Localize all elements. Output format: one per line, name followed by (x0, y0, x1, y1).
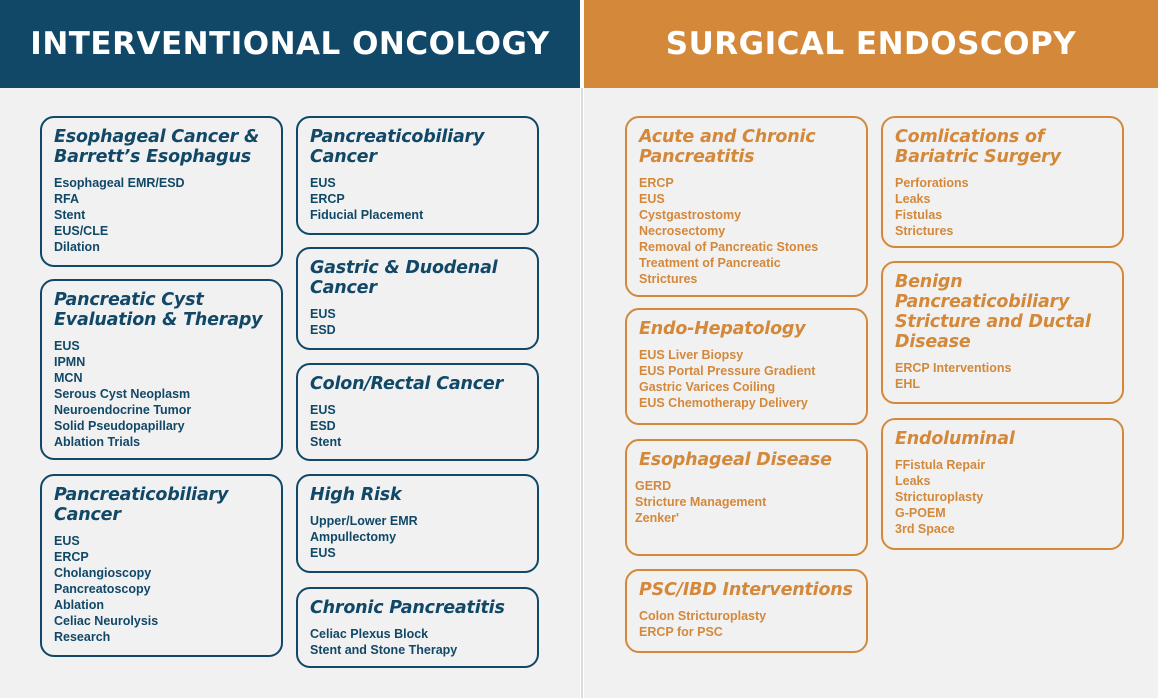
interventional-oncology-header: INTERVENTIONAL ONCOLOGY (0, 0, 580, 88)
card-list-item: ESD (310, 323, 336, 337)
card-list-item: Fiducial Placement (310, 208, 424, 222)
card-title: Chronic Pancreatitis (310, 598, 505, 618)
card-title: PSC/IBD Interventions (639, 580, 853, 600)
card-items (635, 478, 854, 526)
card-list-item: Zenker' (635, 511, 679, 525)
endo-hepatology-card (625, 308, 868, 425)
card-list-item: EUS (310, 403, 336, 417)
card-list-item: G-POEM (895, 506, 946, 520)
card-items (895, 175, 1110, 239)
card-list-item: ERCP (639, 176, 674, 190)
card-title: Benign Pancreaticobiliary Stricture and Ductal Disease (895, 272, 1091, 352)
card-items (639, 175, 854, 287)
card-items (310, 626, 525, 658)
card-list-item: Serous Cyst Neoplasm (54, 387, 191, 401)
pancreaticobiliary-cancer-card-2 (40, 474, 283, 657)
card-list-item: ERCP (310, 192, 345, 206)
endoluminal-card (881, 418, 1124, 550)
card-list-item: Leaks (895, 474, 931, 488)
card-list-item: EUS Liver Biopsy (639, 348, 744, 362)
card-list-item: Neuroendocrine Tumor (54, 403, 192, 417)
card-list-item: Stent (54, 208, 86, 222)
card-list-item: EUS Portal Pressure Gradient (639, 364, 816, 378)
card-list-item: EUS (639, 192, 665, 206)
card-list-item: Cystgastrostomy (639, 208, 742, 222)
card-list-item: Pancreatoscopy (54, 582, 151, 596)
card-list-item: Ablation (54, 598, 104, 612)
card-list-item: Gastric Varices Coiling (639, 380, 776, 394)
card-list-item: Strictures (639, 272, 698, 286)
card-list-item: Ampullectomy (310, 530, 397, 544)
card-list-item: Strictures (895, 224, 954, 238)
card-list-item: ESD (310, 419, 336, 433)
card-list-item: Colon Stricturoplasty (639, 609, 767, 623)
card-list-item: Esophageal EMR/ESD (54, 176, 185, 190)
gastric-duodenal-cancer-card (296, 247, 539, 350)
card-list-item: ERCP for PSC (639, 625, 723, 639)
card-title: Acute and Chronic Pancreatitis (639, 127, 816, 167)
card-items (54, 175, 269, 255)
card-list-item: Dilation (54, 240, 100, 254)
card-list-item: EUS (310, 546, 336, 560)
card-title: Endoluminal (895, 429, 1015, 449)
esophageal-disease-card (625, 439, 868, 556)
pancreaticobiliary-cancer-card-1 (296, 116, 539, 235)
card-list-item: Celiac Neurolysis (54, 614, 159, 628)
card-list-item: Stricture Management (635, 495, 767, 509)
card-items (54, 338, 269, 450)
card-title: Pancreaticobiliary Cancer (310, 127, 485, 167)
card-title: Colon/Rectal Cancer (310, 374, 504, 394)
card-list-item: Upper/Lower EMR (310, 514, 418, 528)
bariatric-complications-card (881, 116, 1124, 248)
high-risk-card (296, 474, 539, 573)
card-list-item: Stent and Stone Therapy (310, 643, 458, 657)
card-title: Esophageal Cancer & Barrett’s Esophagus (54, 127, 260, 167)
card-items (895, 360, 1110, 392)
card-list-item: ERCP (54, 550, 89, 564)
card-list-item: Celiac Plexus Block (310, 627, 429, 641)
card-list-item: Necrosectomy (639, 224, 726, 238)
surgical-endoscopy-header: SURGICAL ENDOSCOPY (584, 0, 1158, 88)
card-title: Pancreatic Cyst Evaluation & Therapy (54, 290, 263, 330)
card-items (310, 175, 525, 223)
card-title: Gastric & Duodenal Cancer (310, 258, 498, 298)
card-list-item: EUS (54, 534, 80, 548)
card-list-item: Removal of Pancreatic Stones (639, 240, 819, 254)
pancreatic-cyst-card (40, 279, 283, 460)
card-title: Endo-Hepatology (639, 319, 806, 339)
card-list-item: EHL (895, 377, 920, 391)
card-title: Pancreaticobiliary Cancer (54, 485, 229, 525)
card-list-item: EUS (310, 176, 336, 190)
card-list-item: EUS Chemotherapy Delivery (639, 396, 808, 410)
card-list-item: Stent (310, 435, 342, 449)
psc-ibd-interventions-card (625, 569, 868, 653)
card-items (310, 306, 525, 338)
card-items (310, 402, 525, 450)
card-list-item: FFistula Repair (895, 458, 986, 472)
card-title: High Risk (310, 485, 402, 505)
card-list-item: GERD (635, 479, 672, 493)
card-items (310, 513, 525, 561)
card-items (639, 347, 854, 411)
card-title: Comlications of Bariatric Surgery (895, 127, 1061, 167)
card-list-item: IPMN (54, 355, 86, 369)
section-divider-line (581, 88, 583, 698)
card-list-item: EUS (310, 307, 336, 321)
acute-chronic-pancreatitis-card (625, 116, 868, 297)
card-list-item: Fistulas (895, 208, 943, 222)
benign-stricture-card (881, 261, 1124, 404)
card-items (54, 533, 269, 645)
card-list-item: Cholangioscopy (54, 566, 152, 580)
card-items (639, 608, 854, 640)
card-list-item: Leaks (895, 192, 931, 206)
card-list-item: EUS (54, 339, 80, 353)
card-items (895, 457, 1110, 537)
card-list-item: Ablation Trials (54, 435, 141, 449)
card-list-item: RFA (54, 192, 79, 206)
card-list-item: EUS/CLE (54, 224, 109, 238)
card-list-item: Research (54, 630, 111, 644)
card-list-item: Stricturoplasty (895, 490, 984, 504)
colon-rectal-cancer-card (296, 363, 539, 461)
card-list-item: MCN (54, 371, 83, 385)
card-list-item: Perforations (895, 176, 969, 190)
esophageal-cancer-card (40, 116, 283, 267)
card-list-item: Solid Pseudopapillary (54, 419, 185, 433)
chronic-pancreatitis-card (296, 587, 539, 668)
card-list-item: ERCP Interventions (895, 361, 1012, 375)
card-list-item: 3rd Space (895, 522, 955, 536)
card-title: Esophageal Disease (639, 450, 832, 470)
card-list-item: Treatment of Pancreatic (639, 256, 781, 270)
